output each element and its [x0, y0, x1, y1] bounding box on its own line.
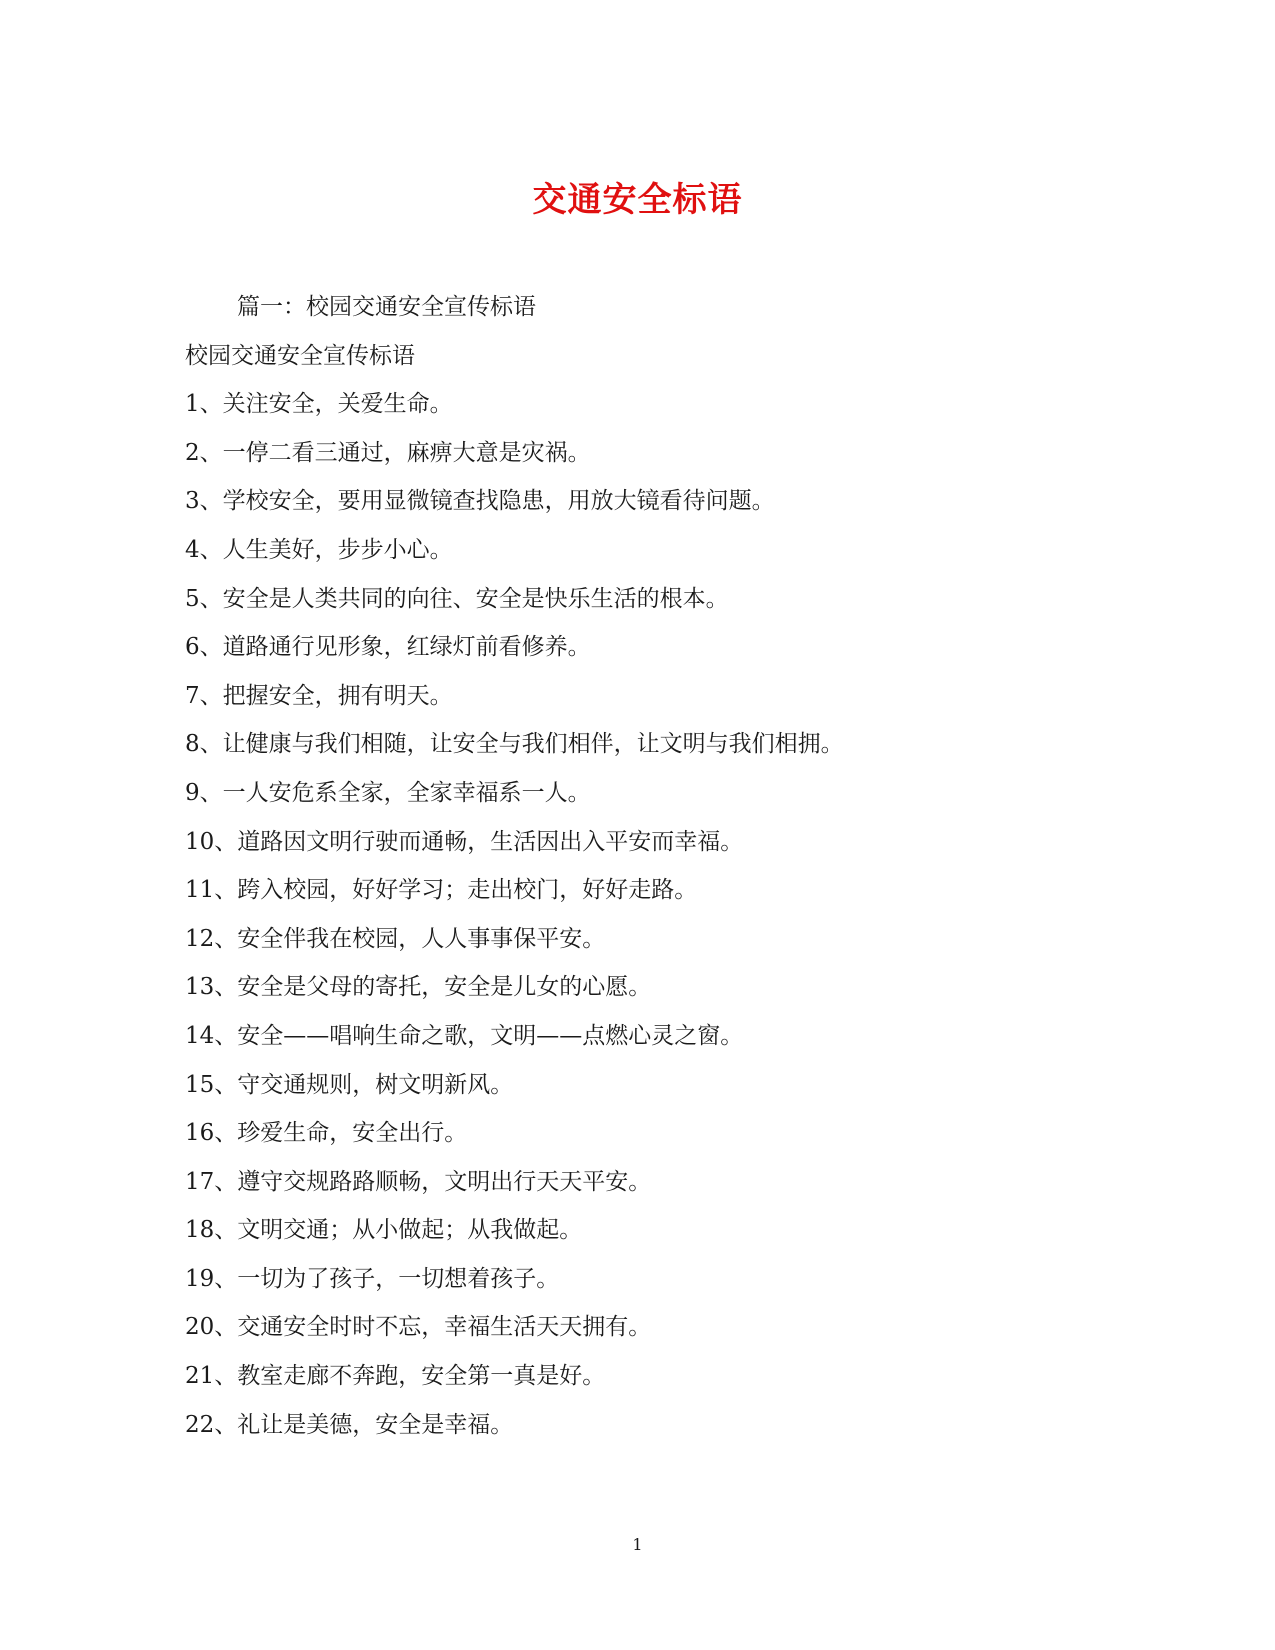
slogan-item: 4、人生美好，步步小心。	[185, 536, 453, 563]
slogan-item: 18、文明交通；从小做起；从我做起。	[185, 1217, 583, 1244]
slogan-item: 6、道路通行见形象，红绿灯前看修养。	[185, 634, 591, 661]
slogan-item: 21、教室走廊不奔跑，安全第一真是好。	[185, 1363, 606, 1390]
slogan-item: 20、交通安全时时不忘，幸福生活天天拥有。	[185, 1314, 652, 1341]
slogan-item: 17、遵守交规路路顺畅，文明出行天天平安。	[185, 1168, 652, 1195]
slogan-item: 11、跨入校园，好好学习；走出校门，好好走路。	[185, 877, 698, 904]
slogan-item: 7、把握安全，拥有明天。	[185, 682, 453, 709]
slogan-item: 12、安全伴我在校园，人人事事保平安。	[185, 925, 606, 952]
slogan-item: 15、守交通规则，树文明新风。	[185, 1071, 514, 1098]
slogan-item: 13、安全是父母的寄托，安全是儿女的心愿。	[185, 974, 652, 1001]
slogan-item: 8、让健康与我们相随，让安全与我们相伴，让文明与我们相拥。	[185, 731, 844, 758]
slogan-item: 2、一停二看三通过，麻痹大意是灾祸。	[185, 439, 591, 466]
slogan-item: 5、安全是人类共同的向往、安全是快乐生活的根本。	[185, 585, 729, 612]
slogan-item: 16、珍爱生命，安全出行。	[185, 1120, 468, 1147]
slogan-item: 10、道路因文明行驶而通畅，生活因出入平安而幸福。	[185, 828, 744, 855]
slogan-item: 19、一切为了孩子，一切想着孩子。	[185, 1265, 560, 1292]
slogan-item: 22、礼让是美德，安全是幸福。	[185, 1411, 514, 1438]
slogan-item: 3、学校安全，要用显微镜查找隐患，用放大镜看待问题。	[185, 488, 775, 515]
section-heading: 篇一：校园交通安全宣传标语	[237, 294, 536, 320]
document-body	[185, 283, 1105, 1449]
slogan-item: 14、安全——唱响生命之歌，文明——点燃心灵之窗。	[185, 1022, 744, 1049]
page-number: 1	[632, 1535, 643, 1554]
slogan-item: 9、一人安危系全家，全家幸福系一人。	[185, 779, 591, 806]
slogan-item: 1、关注安全，关爱生命。	[185, 391, 453, 418]
document-title: 交通安全标语	[532, 180, 743, 220]
section-subtitle: 校园交通安全宣传标语	[185, 342, 415, 369]
